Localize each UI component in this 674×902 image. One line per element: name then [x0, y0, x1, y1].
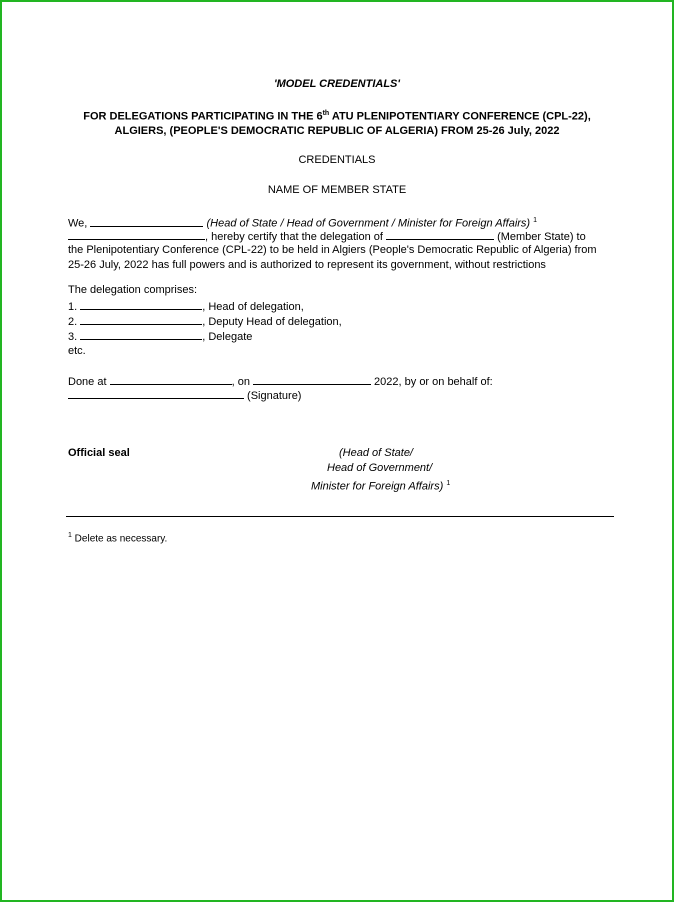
signatory-text: Minister for Foreign Affairs) [311, 480, 444, 493]
item-role: , Delegate [202, 331, 253, 343]
place-blank[interactable] [110, 373, 232, 385]
done-at-text: Done at [68, 376, 110, 388]
date-blank[interactable] [253, 373, 371, 385]
name-blank[interactable] [90, 215, 203, 227]
delegation-item [68, 328, 252, 345]
authority-name-blank[interactable] [68, 228, 205, 240]
conference-heading-line-1 [2, 110, 672, 123]
authority-text: (Head of State / Head of Government / Minister for Foreign Affairs) [203, 217, 531, 230]
signature-text: (Signature) [244, 390, 302, 402]
delegation-intro: The delegation comprises: [68, 284, 198, 296]
signatory-line-3 [311, 476, 450, 495]
member-state-text: (Member State) to [494, 231, 586, 243]
member-state-label: NAME OF MEMBER STATE [267, 184, 407, 196]
ordinal-superscript: th [322, 110, 330, 117]
signatory-line-1: (Head of State/ [339, 447, 413, 459]
official-seal-label: Official seal [68, 447, 130, 459]
item-number: 3. [68, 331, 78, 343]
certify-line-4: 25-26 July, 2022 has full powers and is authorized to represent its government, without restrictions [68, 259, 546, 271]
member-state-blank[interactable] [386, 228, 494, 240]
conference-heading-line-2: ALGIERS, (PEOPLE'S DEMOCRATIC REPUBLIC OF ALGERIA) FROM 25-26 July, 2022 [114, 125, 560, 137]
signature-line [68, 387, 301, 404]
item-number: 2. [68, 316, 78, 328]
signature-blank[interactable] [68, 387, 244, 399]
year-text: 2022, by or on behalf of: [371, 376, 493, 388]
heading-text: ATU PLENIPOTENTIARY CONFERENCE (CPL-22), [329, 110, 591, 123]
credentials-label: CREDENTIALS [298, 154, 376, 166]
heading-text: FOR DELEGATIONS PARTICIPATING IN THE 6 [83, 110, 323, 123]
item-role: , Head of delegation, [202, 301, 304, 313]
item-role: , Deputy Head of delegation, [202, 316, 342, 328]
hereby-text: , hereby certify that the delegation of [205, 231, 387, 243]
we-text: We, [68, 217, 91, 230]
footnote-text: Delete as necessary. [71, 533, 168, 545]
delegate-name-blank[interactable] [80, 298, 202, 310]
footnote-divider [66, 516, 614, 517]
footnote [68, 532, 167, 544]
on-text: , on [231, 376, 253, 388]
signatory-line-2: Head of Government/ [327, 462, 433, 474]
footnote-mark: 1 [533, 217, 538, 224]
item-number: 1. [68, 301, 78, 313]
footnote-mark: 1 [68, 532, 72, 539]
footnote-mark: 1 [446, 480, 451, 487]
document-title: 'MODEL CREDENTIALS' [273, 78, 401, 90]
delegate-name-blank[interactable] [80, 328, 202, 340]
certify-line-3: the Plenipotentiary Conference (CPL-22) to be held in Algiers (People's Democratic Republic of Algeria) from [68, 244, 597, 256]
delegation-etc: etc. [68, 345, 86, 357]
delegate-name-blank[interactable] [80, 313, 202, 325]
